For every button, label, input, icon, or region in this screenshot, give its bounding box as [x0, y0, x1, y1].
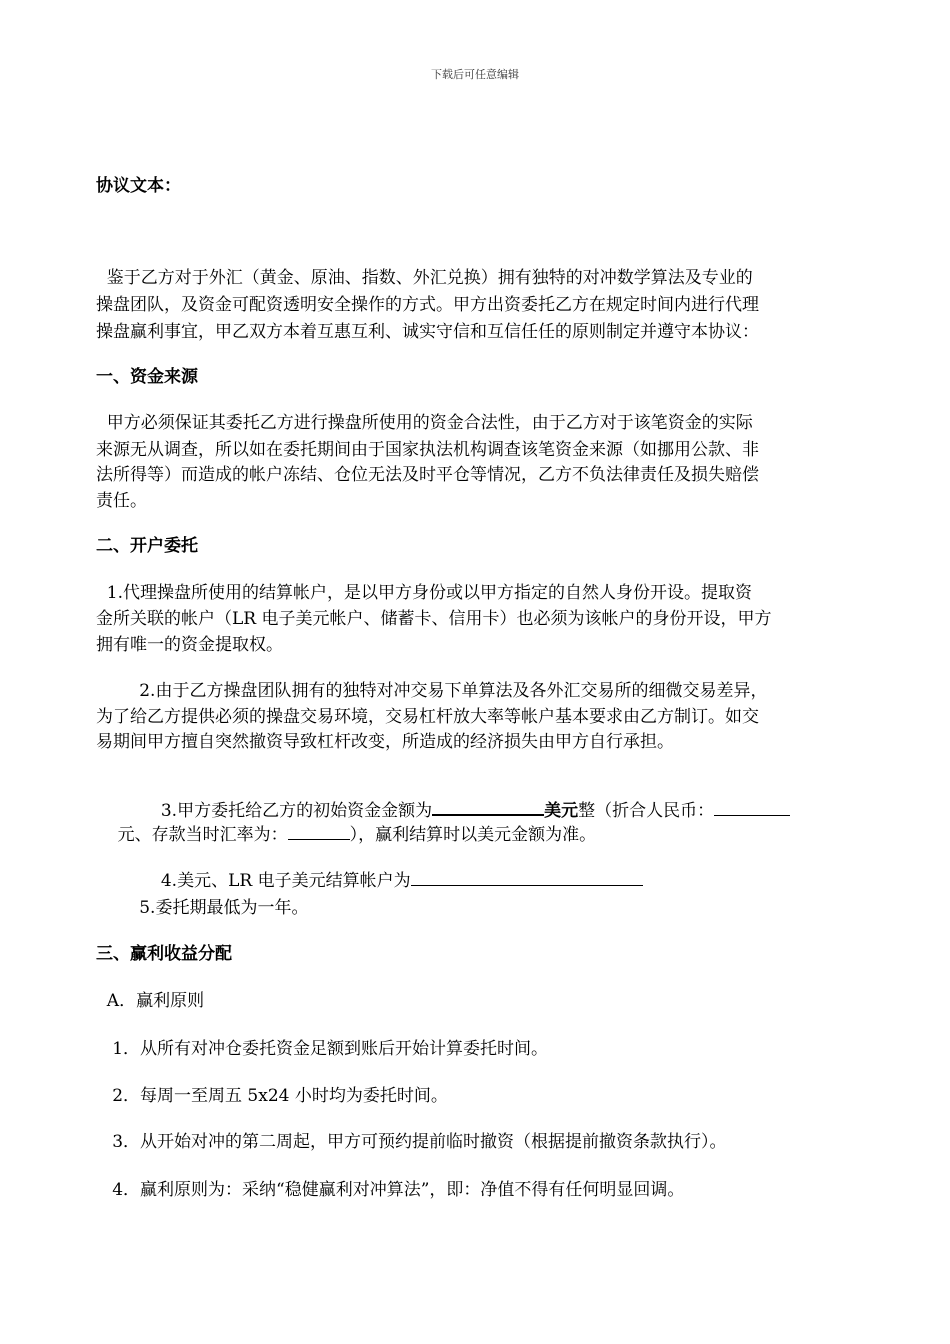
- exchange-rate-blank[interactable]: [288, 823, 350, 840]
- section-1-line: 责任。: [96, 491, 147, 511]
- document-title: 协议文本：: [96, 176, 181, 196]
- item-3-text: 3.甲方委托给乙方的初始资金金额为: [117, 801, 433, 821]
- intro-line: 鉴于乙方对于外汇（黄金、原油、指数、外汇兑换）拥有独特的对冲数学算法及专业的: [96, 268, 753, 288]
- intro-line: 操盘赢利事宜，甲乙双方本着互惠互利、诚实守信和互信任任的原则制定并遵守本协议：: [96, 322, 759, 342]
- intro-line: 操盘团队，及资金可配资透明安全操作的方式。甲方出资委托乙方在规定时间内进行代理: [96, 295, 759, 315]
- amount-rmb-blank[interactable]: [714, 799, 790, 816]
- section-3-subtitle: A．赢利原则: [96, 991, 205, 1011]
- item-3-text: 整（折合人民币：: [578, 801, 715, 821]
- section-1-line: 来源无从调查，所以如在委托期间由于国家执法机构调查该笔资金来源（如挪用公款、非: [96, 440, 759, 460]
- section-2-item-1-line: 1.代理操盘所使用的结算帐户，是以甲方身份或以甲方指定的自然人身份开设。提取资: [96, 583, 753, 603]
- section-1-title: 一、资金来源: [96, 367, 198, 387]
- item-3-text: ），赢利结算时以美元金额为准。: [349, 825, 597, 845]
- section-3-item: 1．从所有对冲仓委托资金足额到账后开始计算委托时间。: [96, 1039, 549, 1059]
- page-header-note: 下载后可任意编辑: [431, 68, 519, 81]
- section-2-item-1-line: 金所关联的帐户（LR 电子美元帐户、储蓄卡、信用卡）也必须为该帐户的身份开设，甲方: [96, 609, 772, 629]
- settlement-account-blank[interactable]: [411, 869, 643, 886]
- section-3-item: 3．从开始对冲的第二周起，甲方可预约提前临时撤资（根据提前撤资条款执行）。: [96, 1132, 727, 1152]
- section-2-item-2-line: 2.由于乙方操盘团队拥有的独特对冲交易下单算法及各外汇交易所的细微交易差异，: [96, 681, 768, 701]
- section-2-title: 二、开户委托: [96, 536, 198, 556]
- section-3-item: 2．每周一至周五 5x24 小时均为委托时间。: [96, 1086, 448, 1106]
- usd-label: 美元: [544, 801, 579, 821]
- section-2-item-2-line: 为了给乙方提供必须的操盘交易环境，交易杠杆放大率等帐户基本要求由乙方制订。如交: [96, 707, 759, 727]
- section-2-item-5-line: 5.委托期最低为一年。: [96, 898, 309, 918]
- section-3-title: 三、赢利收益分配: [96, 944, 232, 964]
- item-4-text: 4.美元、LR 电子美元结算帐户为: [117, 871, 411, 891]
- section-2-item-1-line: 拥有唯一的资金提取权。: [96, 635, 283, 655]
- section-1-line: 法所得等）而造成的帐户冻结、仓位无法及时平仓等情况，乙方不负法律责任及损失赔偿: [96, 465, 759, 485]
- section-2-item-2-line: 易期间甲方擅自突然撤资导致杠杆改变，所造成的经济损失由甲方自行承担。: [96, 732, 674, 752]
- section-3-item: 4．赢利原则为：采纳“稳健赢利对冲算法”，即：净值不得有任何明显回调。: [96, 1180, 685, 1200]
- item-3-text: 元、存款当时汇率为：: [117, 825, 288, 845]
- section-1-line: 甲方必须保证其委托乙方进行操盘所使用的资金合法性，由于乙方对于该笔资金的实际: [96, 413, 753, 433]
